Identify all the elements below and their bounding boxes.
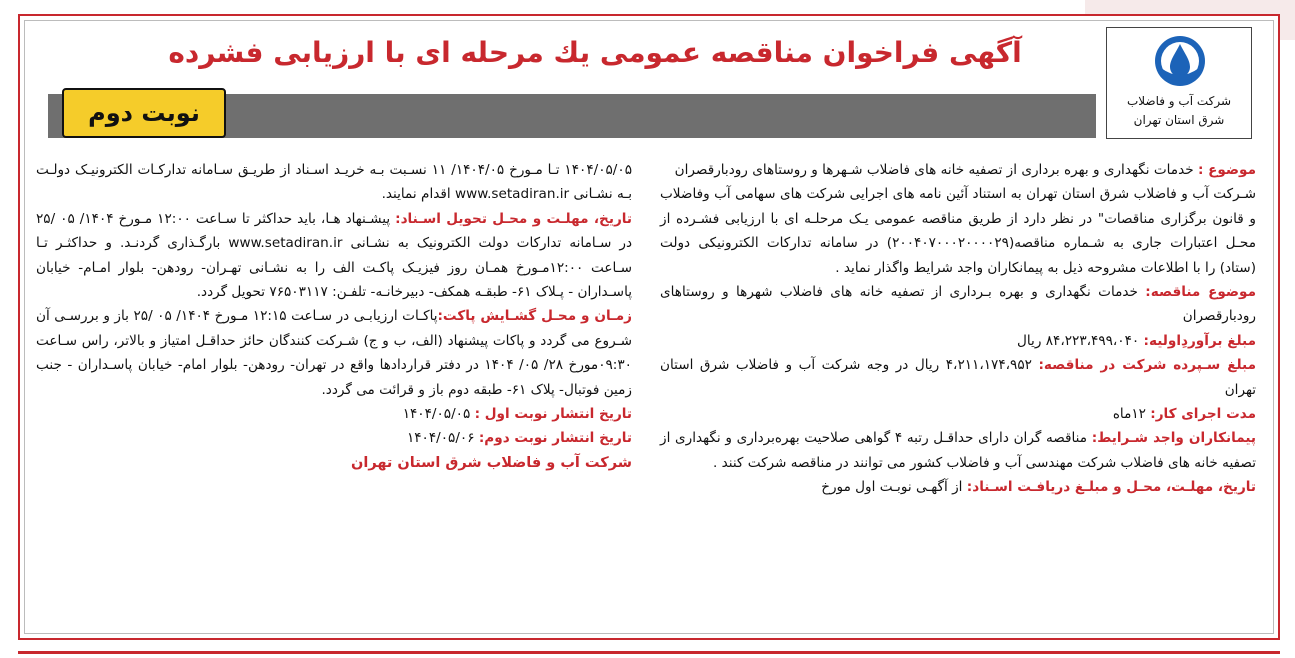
publish-first-label: تاریخ انتشار نوبت اول :: [474, 406, 632, 423]
right-column: [660, 158, 1256, 500]
left-column: [36, 158, 632, 475]
duration-paragraph: [660, 402, 1256, 426]
qualification-paragraph: [660, 426, 1256, 475]
documents-end-text: اقدام نمایند.: [381, 186, 451, 203]
qualification-text: مناقصه گران دارای حداقـل رتبه ۴ گواهی صلاحیت بهره‌برداری و نگهداری از تصفیه خانه های فاضلاب شرکت مهندسی آب و فاضلاب کشور می توانند در مناقصه شرکت کنند .: [660, 430, 1256, 471]
company-name: [1111, 92, 1247, 130]
publish-first-paragraph: [36, 402, 632, 426]
company-logo-box: [1106, 27, 1252, 139]
publish-first-date: ۱۴۰۴/۰۵/۰۵: [402, 406, 471, 423]
signature: شرکت آب و فاضلاب شرق استان تهران: [350, 454, 632, 471]
deadline-label: تاریخ، مهلـت و محـل تحویل اسـناد:: [395, 210, 632, 227]
round-badge: نوبت دوم: [62, 88, 226, 138]
publish-second-label: تاریخ انتشار نوبت دوم:: [478, 430, 632, 447]
company-name-line1: شرکت آب و فاضلاب: [1126, 94, 1232, 108]
setad-link-1[interactable]: www.setadiran.ir: [454, 186, 570, 203]
bottom-red-rule: [18, 651, 1280, 654]
page-title: آگهی فراخوان مناقصه عمومی یك مرحله ای با ارزیابی فشرده: [168, 36, 1022, 69]
water-drop-logo-icon: [1153, 34, 1207, 88]
subject-label: موضوع :: [1197, 162, 1256, 178]
estimate-label: مبلغ برآوردِاولیه:: [1143, 332, 1256, 349]
publish-second-paragraph: [36, 426, 632, 450]
opening-text: پاکـات ارزیابـی در سـاعت ۱۲:۱۵ مـورخ ۱۴۰۴/ ۰۵ /۲۵ باز و بررسـی آن شـروع می گردد و پاکات پیشنهاد (الف، ب و ج) شـرکت کنندگان حائز حداقـل امتیاز و بالاتر، راس سـاعت ۰۹:۳۰مورخ ۲۸/ ۰۵/ ۱۴۰۴ در دفتر قراردادها واقع در تهران- رودهن- بلوار امام- خیابان پاسـداران - جنب زمین فوتبال- پلاک ۶۱- طبقه دوم باز و قرائت می گردد.: [36, 308, 632, 398]
documents-continued-text: ۱۴۰۴/۰۵/۰۵ تـا مـورخ ۱۴۰۴/۰۵/ ۱۱ نسـبت بـه خریـد اسـناد از طریـق سـامانه تدارکـات الکترونیـک دولـت بـه نشـانی: [36, 162, 632, 203]
intro-paragraph: شـرکت آب و فاضلاب شرق استان تهران به استناد آئین نامه های اجرایی شرکت های سهامی آب وفاضلاب و قانون برگزاری مناقصات" در نظر دارد از طریق مناقصه عمومی یـک مرحلـه ای با ارزیابی فشـرده از محـل اعتبارات جاری به شـماره مناقصه(۲۰۰۴۰۷۰۰۰۲۰۰۰۰۲۹) در سامانه تدارکات الکترونیکی دولت (ستاد) را با اطلاعات مشروحه ذیل به پیمانکاران واجد شرایط واگذار نماید .: [660, 186, 1256, 276]
tender-subject-paragraph: [660, 280, 1256, 329]
deposit-paragraph: [660, 353, 1256, 402]
deadline-text: پیشـنهاد هـا، باید حداکثر تا سـاعت ۱۲:۰۰ مـورخ ۱۴۰۴/ ۰۵ /۲۵ در سـامانه تدارکات دولت الکترونیک به نشـانی: [36, 210, 633, 252]
qualification-label: پیمانکاران واجد شـرایط:: [1091, 430, 1256, 447]
documents-text: از آگهـی نوبـت اول مورخ: [821, 479, 963, 496]
deadline-paragraph: [36, 207, 632, 305]
duration-text: ۱۲ماه: [1112, 406, 1146, 423]
documents-continued-paragraph: [36, 158, 632, 207]
documents-paragraph: [660, 475, 1256, 499]
duration-label: مدت اجرای کار:: [1150, 406, 1256, 423]
deposit-label: مبلغ سـپرده شرکت در مناقصه:: [1038, 357, 1257, 374]
opening-label: زمـان و محـل گشـایش پاکت:: [437, 308, 633, 325]
publish-second-date: ۱۴۰۴/۰۵/۰۶: [406, 430, 475, 447]
documents-label: تاریخ، مهلـت، محـل و مبلـغ دریافـت اسـناد:: [966, 479, 1256, 496]
tender-subject-text: خدمات نگهداری و بهره بـرداری از تصفیه خانه های فاضلاب شهرها و روستاهای رودبارقصران: [660, 284, 1256, 325]
tender-subject-label: موضوع مناقصه:: [1145, 284, 1257, 301]
deposit-text: ۴،۲۱۱،۱۷۴،۹۵۲ ریال در وجه شرکت آب و فاضلاب شرق استان تهران: [660, 357, 1256, 398]
estimate-paragraph: [660, 329, 1256, 353]
company-name-line2: شرق استان تهران: [1133, 113, 1225, 127]
subject-text: خدمات نگهداری و بهره برداری از تصفیه خانه های فاضلاب شـهرها و روستاهای رودبارقصران: [674, 162, 1194, 178]
deadline-text-2: بارگـذاری گردنـد. و حداکثـر تـا سـاعت ۱۲:۰۰مـورخ همـان روز فیزیـک پاکـت الف را به نشـانی تهـران- رودهن- بلوار امـام- خیابان پاسـداران - پـلاک ۶۱- طبقـه همکف- دبیرخانـه- تلفـن: ۷۶۵۰۳۱۱۷ تحویل گردد.: [36, 235, 632, 301]
opening-paragraph: [36, 304, 632, 402]
setad-link-2[interactable]: www.setadiran.ir: [228, 235, 343, 252]
subject-paragraph: [660, 158, 1256, 182]
signature-paragraph: [36, 451, 632, 475]
estimate-text: ۸۴،۲۲۳،۴۹۹،۰۴۰ ریال: [1017, 332, 1140, 349]
